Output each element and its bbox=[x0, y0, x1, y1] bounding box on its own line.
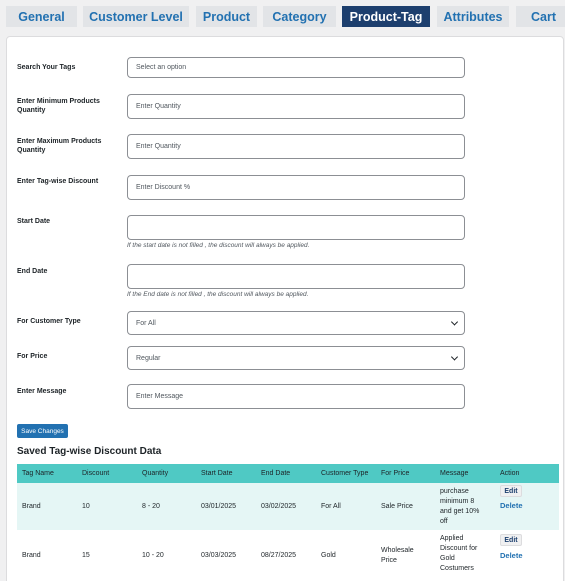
for-price-select[interactable]: Regular bbox=[127, 346, 465, 370]
tab-product[interactable]: Product bbox=[196, 6, 257, 27]
settings-tabs bbox=[6, 6, 563, 27]
col-for-price: For Price bbox=[381, 470, 410, 477]
message-label: Enter Message bbox=[17, 388, 67, 395]
edit-button[interactable]: Edit bbox=[500, 485, 522, 497]
table-row bbox=[17, 483, 559, 530]
message-input[interactable]: Enter Message bbox=[127, 384, 465, 409]
cell-message: Applied Discount for Gold Costumers bbox=[440, 535, 478, 572]
tab-attributes[interactable]: Attributes bbox=[437, 6, 509, 27]
col-discount: Discount bbox=[82, 470, 110, 477]
col-message: Message bbox=[440, 470, 469, 477]
cell-end-date: 08/27/2025 bbox=[261, 552, 297, 559]
min-quantity-input[interactable]: Enter Quantity bbox=[127, 94, 465, 119]
cell-quantity: 10 - 20 bbox=[142, 552, 164, 559]
cell-discount: 15 bbox=[82, 552, 90, 559]
col-start-date: Start Date bbox=[201, 470, 233, 477]
cell-tag: Brand bbox=[22, 552, 41, 559]
delete-button[interactable]: Delete bbox=[500, 501, 523, 510]
cell-tag: Brand bbox=[22, 503, 41, 510]
max-quantity-label: Enter Maximum Products Quantity bbox=[17, 138, 102, 154]
search-tags-label: Search Your Tags bbox=[17, 64, 76, 71]
cell-for-price: Wholesale Price bbox=[381, 547, 414, 564]
end-date-label: End Date bbox=[17, 268, 48, 275]
max-quantity-input[interactable]: Enter Quantity bbox=[127, 134, 465, 159]
tab-cart[interactable]: Cart bbox=[516, 6, 565, 27]
cell-start-date: 03/03/2025 bbox=[201, 552, 237, 559]
cell-customer-type: For All bbox=[321, 503, 341, 510]
cell-end-date: 03/02/2025 bbox=[261, 503, 297, 510]
col-tag-name: Tag Name bbox=[22, 470, 54, 477]
cell-for-price: Sale Price bbox=[381, 503, 413, 510]
start-date-label: Start Date bbox=[17, 218, 51, 225]
end-date-hint: If the End date is not filled , the discount will always be applied. bbox=[127, 291, 309, 298]
tab-customer-level[interactable]: Customer Level bbox=[83, 6, 189, 27]
start-date-hint: If the start date is not filled , the discount will always be applied. bbox=[127, 242, 310, 249]
col-action: Action bbox=[500, 470, 520, 477]
customer-type-select[interactable]: For All bbox=[127, 311, 465, 335]
cell-quantity: 8 - 20 bbox=[142, 503, 160, 510]
table-row bbox=[17, 530, 559, 579]
end-date-input[interactable] bbox=[127, 264, 465, 289]
tab-product-tag[interactable]: Product-Tag bbox=[342, 6, 430, 27]
tab-general[interactable]: General bbox=[6, 6, 77, 27]
min-quantity-label: Enter Minimum Products Quantity bbox=[17, 98, 100, 114]
cell-start-date: 03/01/2025 bbox=[201, 503, 237, 510]
tab-category[interactable]: Category bbox=[263, 6, 336, 27]
discount-input[interactable]: Enter Discount % bbox=[127, 175, 465, 200]
delete-button[interactable]: Delete bbox=[500, 551, 523, 560]
cell-discount: 10 bbox=[82, 503, 90, 510]
cell-customer-type: Gold bbox=[321, 552, 336, 559]
edit-button[interactable]: Edit bbox=[500, 534, 522, 546]
discount-label: Enter Tag-wise Discount bbox=[17, 178, 99, 185]
saved-data-title: Saved Tag-wise Discount Data bbox=[17, 446, 162, 457]
col-end-date: End Date bbox=[261, 470, 291, 477]
table-header bbox=[17, 464, 559, 483]
saved-discount-table bbox=[17, 464, 559, 579]
col-quantity: Quantity bbox=[142, 470, 169, 477]
customer-type-label: For Customer Type bbox=[17, 318, 81, 325]
search-tags-select[interactable]: Select an option bbox=[127, 57, 465, 78]
for-price-label: For Price bbox=[17, 353, 48, 360]
cell-message: purchase minimum 8 and get 10% off bbox=[440, 488, 480, 525]
save-changes-button[interactable]: Save Changes bbox=[17, 424, 68, 438]
start-date-input[interactable] bbox=[127, 215, 465, 240]
col-customer-type: Customer Type bbox=[321, 470, 369, 477]
settings-panel bbox=[6, 36, 564, 581]
